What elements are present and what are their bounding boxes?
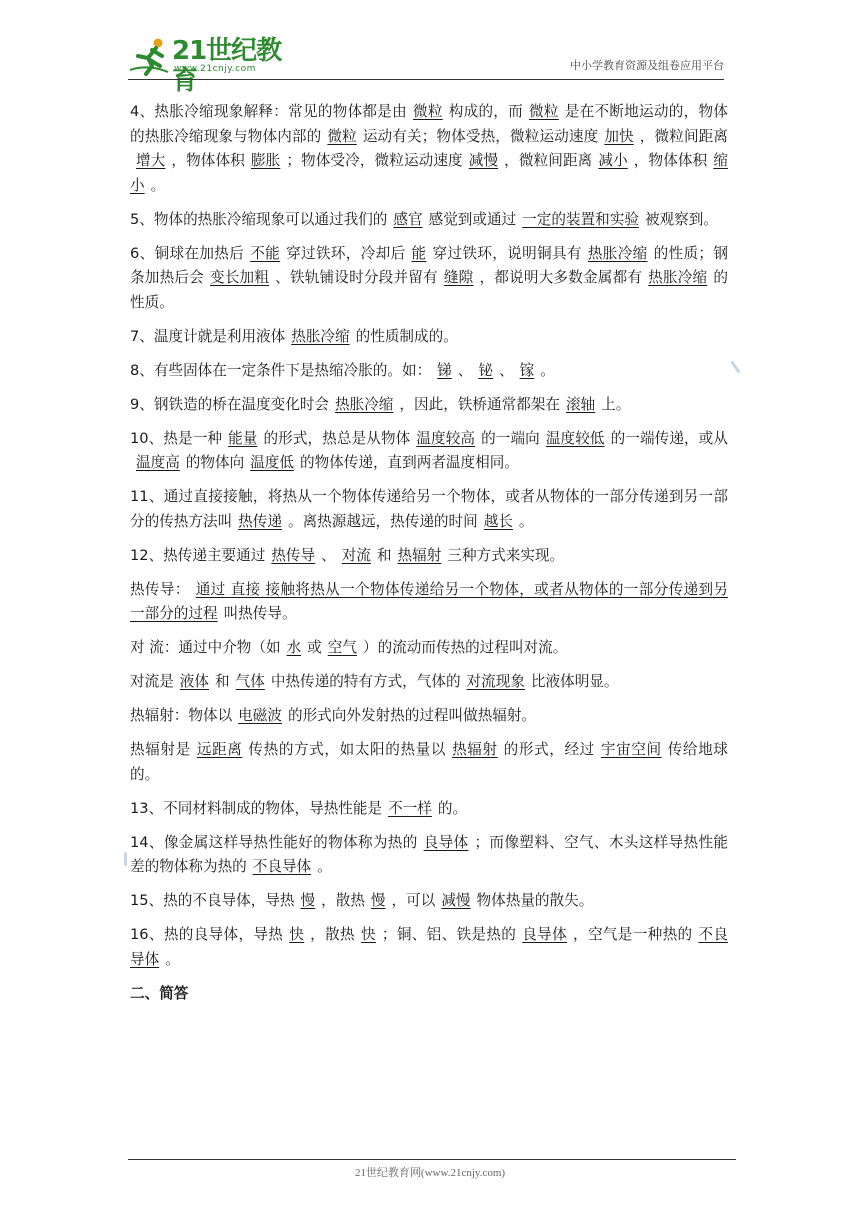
answer-blank: 热胀冷缩 (648, 269, 708, 286)
answer-blank: 铋 (478, 361, 493, 379)
question-text: 对 流：通过中介物（如 (130, 639, 281, 656)
question-text: 中热传递的特有方式，气体的 (270, 673, 461, 690)
answer-blank: 慢 (370, 892, 386, 909)
question-text: ，微粒间距离 (639, 127, 728, 145)
question-text: 运动有关；物体受热，微粒运动速度 (362, 127, 599, 145)
question-text: 感觉到或通过 (428, 210, 517, 228)
answer-blank: 液体 (179, 673, 209, 690)
answer-blank: 缩小 (130, 152, 728, 194)
question-paragraph (130, 831, 728, 880)
question-paragraph (130, 797, 728, 822)
question-text: ；铜、铝、铁是热的 (381, 926, 517, 943)
answer-blank: 热传导 (271, 546, 316, 564)
answer-blank: 快 (289, 926, 305, 943)
answer-blank: 滚轴 (565, 395, 596, 413)
question-paragraph (130, 704, 728, 729)
answer-blank: 水 (286, 639, 302, 656)
question-text: 、 (499, 361, 514, 379)
document-body (130, 100, 728, 1016)
question-text: 的物体向 (185, 454, 245, 471)
scan-mark (124, 852, 127, 866)
runner-logo-icon (128, 36, 172, 76)
question-text: 的。 (437, 799, 468, 817)
question-text: 9、钢铁造的桥在温度变化时会 (130, 395, 330, 413)
answer-blank: 对流 (341, 546, 371, 564)
answer-blank: 能量 (228, 429, 258, 447)
answer-blank: 微粒 (413, 103, 443, 120)
answer-blank: 能 (411, 244, 427, 262)
answer-blank: 良导体 (522, 926, 568, 943)
question-text: 6、铜球在加热后 (130, 244, 245, 262)
question-paragraph (130, 636, 728, 661)
question-paragraph (130, 427, 728, 476)
footer-text[interactable]: 21世纪教育网(www.21cnjy.com) (354, 1167, 506, 1179)
question-text: 12、热传递主要通过 (130, 546, 266, 564)
question-text: 穿过铁环，说明铜具有 (432, 244, 582, 262)
question-text: 14、像金属这样导热性能好的物体称为热的 (130, 833, 418, 851)
question-text: 的形式，热总是从物体 (263, 429, 411, 447)
question-text: ，物体体积 (171, 152, 245, 169)
logo-url: www.21cnjy.com (174, 64, 256, 74)
question-paragraph (130, 889, 728, 914)
question-text: 热辐射：物体以 (130, 707, 233, 724)
question-text: 的一端向 (481, 429, 540, 447)
answer-blank: 增大 (136, 152, 166, 169)
question-paragraph (130, 393, 728, 418)
question-text: ，散热 (321, 892, 365, 909)
answer-blank: 膨胀 (250, 152, 281, 169)
question-text: 的物体传递，直到两者温度相同。 (299, 454, 519, 471)
question-paragraph (130, 100, 728, 198)
question-text: 4、热胀冷缩现象解释：常见的物体都是由 (130, 103, 408, 120)
answer-blank: 微粒 (327, 127, 357, 145)
question-text: 或 (307, 639, 322, 656)
question-text: ，可以 (391, 892, 436, 909)
answer-blank: 空气 (327, 639, 357, 656)
question-text: 。 (540, 361, 555, 379)
question-text: 传给地球的。 (130, 741, 728, 783)
question-text: 热传导： (130, 580, 190, 598)
answer-blank: 气体 (235, 673, 265, 690)
question-text: 、 (457, 361, 473, 379)
question-text: 和 (215, 673, 230, 690)
answer-blank: 越长 (483, 512, 513, 530)
question-text: ）的流动而传热的过程叫对流。 (363, 639, 568, 656)
question-text: 被观察到。 (644, 210, 718, 228)
answer-blank: 温度高 (136, 454, 180, 471)
answer-blank: 不能 (250, 244, 281, 262)
question-text: ，微粒间距离 (504, 152, 593, 169)
answer-blank: 锑 (437, 361, 452, 379)
answer-blank: 温度低 (250, 454, 294, 471)
logo-text: 21世纪教育 (172, 36, 282, 96)
question-text: 的一端传递，或从 (610, 429, 728, 447)
answer-blank: 热传递 (238, 512, 282, 530)
question-paragraph (130, 544, 728, 569)
question-text: 的性质；钢条加热后会 (130, 244, 728, 286)
question-text: 10、热是一种 (130, 429, 223, 447)
page-header (128, 36, 724, 96)
question-text: 7、温度计就是利用液体 (130, 327, 286, 345)
question-text: 的性质制成的。 (355, 327, 458, 345)
answer-blank: 感官 (393, 210, 423, 228)
section-heading: 二、简答 (130, 984, 189, 1002)
question-text: ；物体受冷，微粒运动速度 (286, 152, 463, 169)
question-text: ；而像塑料、空气、木头这样导热性能差的物体称为热的 (130, 833, 728, 875)
answer-blank: 快 (360, 926, 376, 943)
answer-blank: 远距离 (196, 741, 243, 758)
question-text: ，都说明大多数金属都有 (479, 269, 643, 286)
question-text: ，空气是一种热的 (573, 926, 693, 943)
question-text: 8、有些固体在一定条件下是热缩冷胀的。如： (130, 361, 432, 379)
question-text: 叫热传导。 (223, 605, 297, 622)
question-text: 比液体明显。 (530, 673, 619, 690)
question-text: 的形式向外发射热的过程叫做热辐射。 (287, 707, 537, 724)
question-text: 三种方式来实现。 (447, 546, 565, 564)
question-text: 构成的，而 (448, 103, 524, 120)
question-text: 传热的方式，如太阳的热量以 (248, 741, 447, 758)
question-text: 11、通过直接接触，将热从一个物体传递给另一个物体，或者从物体的一部分传递到另一部分的传热方法叫 (130, 488, 728, 530)
scan-mark (730, 360, 740, 373)
answer-blank: 不一样 (388, 799, 432, 817)
answer-blank: 通过 直接 接触将热从一个物体传递给另一个物体，或者从物体的一部分传递到另一部分的过程 (130, 580, 728, 622)
question-text: 上。 (601, 395, 631, 413)
question-text: 16、热的良导体，导热 (130, 926, 284, 943)
answer-blank: 减慢 (468, 152, 499, 169)
question-text: ，物体体积 (633, 152, 708, 169)
answer-blank: 减慢 (441, 892, 471, 909)
answer-blank: 热辐射 (397, 546, 442, 564)
answer-blank: 加快 (604, 127, 634, 145)
footer-divider (128, 1159, 736, 1160)
fill-in-questions (130, 100, 728, 972)
question-text: 15、热的不良导体，导热 (130, 892, 295, 909)
question-text: 和 (376, 546, 392, 564)
question-paragraph (130, 359, 728, 384)
answer-blank: 缝隙 (443, 269, 474, 286)
question-text: 是在不断地运动的，物体的热胀冷缩现象与物体内部的 (130, 103, 728, 145)
question-text: ，因此，铁桥通常都架在 (399, 395, 560, 413)
question-text: 。 (518, 512, 534, 530)
question-text: 5、物体的热胀冷缩现象可以通过我们的 (130, 210, 388, 228)
question-text: 穿过铁环，冷却后 (286, 244, 406, 262)
question-paragraph (130, 485, 728, 534)
answer-blank: 电磁波 (238, 707, 282, 724)
answer-blank: 良导体 (423, 833, 469, 851)
question-paragraph (130, 923, 728, 972)
question-text: 。 (150, 176, 166, 194)
question-paragraph (130, 738, 728, 787)
question-text: 对流是 (130, 673, 174, 690)
question-paragraph (130, 325, 728, 350)
answer-blank: 一定的装置和实验 (522, 210, 639, 228)
answer-blank: 温度较低 (545, 429, 605, 447)
answer-blank: 变长加粗 (209, 269, 270, 286)
question-paragraph (130, 208, 728, 233)
answer-blank: 减小 (598, 152, 628, 169)
answer-blank: 热辐射 (452, 741, 498, 758)
answer-blank: 热胀冷缩 (291, 327, 350, 345)
question-text: 物体热量的散失。 (476, 892, 594, 909)
site-logo[interactable] (128, 36, 298, 96)
question-text: 。 (165, 950, 180, 968)
answer-blank: 镓 (519, 361, 535, 379)
answer-blank: 温度较高 (416, 429, 476, 447)
question-text: 。 (317, 858, 332, 875)
answer-blank: 对流现象 (466, 673, 525, 690)
question-text: 、铁轨铺设时分段并留有 (275, 269, 438, 286)
answer-blank: 不良导体 (252, 858, 312, 875)
answer-blank: 热胀冷缩 (587, 244, 648, 262)
question-text: 13、不同材料制成的物体，导热性能是 (130, 799, 383, 817)
question-text: 。离热源越远，热传递的时间 (287, 512, 478, 530)
answer-blank: 热胀冷缩 (335, 395, 394, 413)
platform-name: 中小学教育资源及组卷应用平台 (570, 59, 724, 72)
question-text: 的形式，经过 (503, 741, 595, 758)
answer-blank: 不良导体 (130, 926, 728, 968)
question-text: 、 (321, 546, 336, 564)
question-paragraph (130, 242, 728, 316)
answer-blank: 宇宙空间 (600, 741, 662, 758)
question-paragraph (130, 578, 728, 627)
question-paragraph (130, 670, 728, 695)
question-text: ，散热 (310, 926, 355, 943)
answer-blank: 慢 (300, 892, 316, 909)
question-text: 的性质。 (130, 269, 728, 311)
question-text: 热辐射是 (130, 741, 191, 758)
answer-blank: 微粒 (529, 103, 559, 120)
header-divider (128, 79, 724, 80)
